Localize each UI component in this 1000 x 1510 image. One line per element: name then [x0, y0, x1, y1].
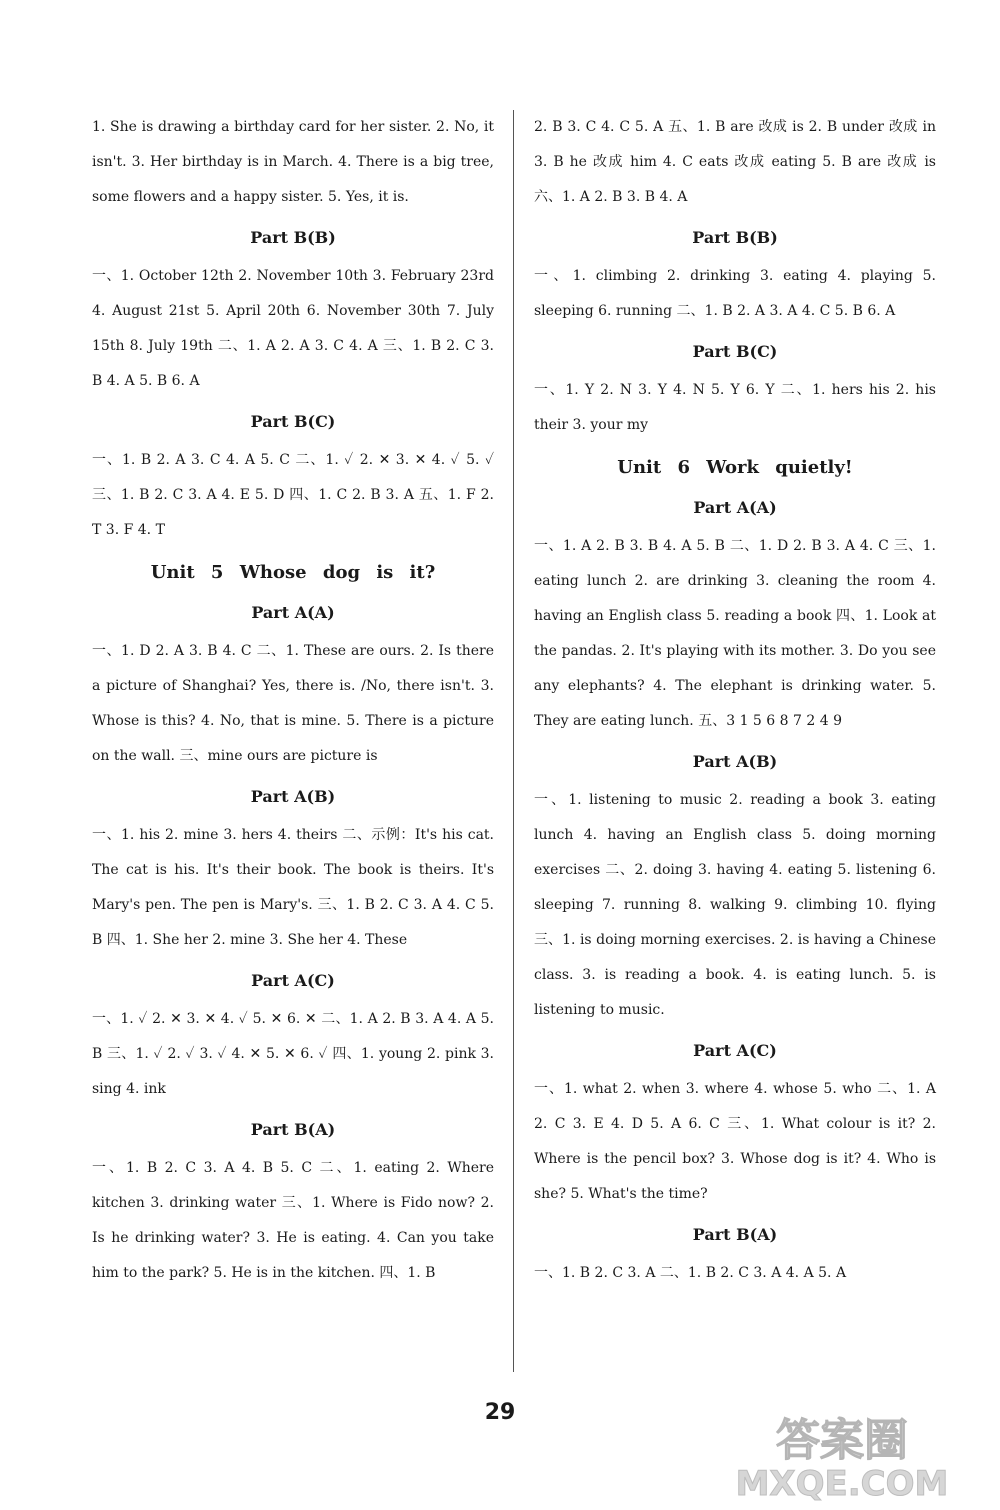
watermark-url: MXQE.COM [735, 1464, 949, 1502]
answer-paragraph: 一、1. D 2. A 3. B 4. C 二、1. These are ours. 2. Is there a picture of Shanghai? Yes, there is. /No, there isn't. 3. Whose is this? 4. No, that is mine. 5. There is a picture on the wall. 三、mine ours are picture is [92, 643, 494, 764]
part-heading: Part A(B) [692, 752, 778, 771]
answer-paragraph: 一、1. what 2. when 3. where 4. whose 5. who 二、1. A 2. C 3. E 4. D 5. A 6. C 三、1. What colour is it? 2. Where is the pencil box? 3. Whose dog is it? 4. Who is she? 5. What's the time? [534, 1081, 936, 1202]
answer-paragraph: 一、1. B 2. C 3. A 4. B 5. C 二、1. eating 2. Where kitchen 3. drinking water 三、1. Where is Fido now? 2. Is he drinking water? 3. He is eating. 4. Can you take him to the park? 5. He is in the kitchen. 四、1. B [92, 1160, 494, 1281]
watermark-logo [692, 1407, 992, 1502]
right-column [534, 110, 936, 1291]
part-heading: Part A(A) [251, 603, 335, 622]
part-heading: Part B(B) [250, 228, 336, 247]
unit-heading: Unit 6 Work quietly! [617, 457, 853, 478]
answer-paragraph: 2. B 3. C 4. C 5. A 五、1. B are 改成 is 2. B under 改成 in 3. B he 改成 him 4. C eats 改成 eating 5. B are 改成 is 六、1. A 2. B 3. B 4. A [534, 119, 936, 205]
answer-paragraph: 一、1. October 12th 2. November 10th 3. February 23rd 4. August 21st 5. April 20th 6. November 30th 7. July 15th 8. July 19th 二、1. A 2. A 3. C 4. A 三、1. B 2. C 3. B 4. A 5. B 6. A [92, 268, 494, 389]
answer-paragraph: 一、1. A 2. B 3. B 4. A 5. B 二、1. D 2. B 3. A 4. C 三、1. eating lunch 2. are drinking 3. cleaning the room 4. having an English class 5. reading a book 四、1. Look at the pandas. 2. It's playing with its mother. 3. Do you see any elephants? 4. The elephant is drinking water. 5. They are eating lunch. 五、3 1 5 6 8 7 2 4 9 [534, 538, 936, 729]
page-number: 29 [484, 1400, 516, 1425]
answer-paragraph: 一、1. Y 2. N 3. Y 4. N 5. Y 6. Y 二、1. hers his 2. his their 3. your my [534, 382, 936, 433]
part-heading: Part B(B) [692, 228, 778, 247]
part-heading: Part A(C) [251, 971, 335, 990]
left-column [92, 110, 494, 1291]
answer-paragraph: 一、1. B 2. C 3. A 二、1. B 2. C 3. A 4. A 5. A [534, 1265, 847, 1281]
watermark-title: 答案圈 [776, 1415, 908, 1466]
answer-paragraph: 一、1. listening to music 2. reading a book 3. eating lunch 4. having an English class 5. doing morning exercises 二、2. doing 3. having 4. eating 5. listening 6. sleeping 7. running 8. walking 9. climbing 10. flying 三、1. is doing morning exercises. 2. is having a Chinese class. 3. is reading a book. 4. is eating lunch. 5. is listening to music. [534, 792, 936, 1018]
part-heading: Part A(A) [693, 498, 777, 517]
column-divider [513, 110, 514, 1372]
answer-paragraph: 一、1. his 2. mine 3. hers 4. theirs 二、示例：It's his cat. The cat is his. It's their book. The book is theirs. It's Mary's pen. The pen is Mary's. 三、1. B 2. C 3. A 4. C 5. B 四、1. She her 2. mine 3. She her 4. These [92, 827, 494, 948]
answer-paragraph: 1. She is drawing a birthday card for her sister. 2. No, it isn't. 3. Her birthday is in March. 4. There is a big tree, some flowers and a happy sister. 5. Yes, it is. [92, 119, 494, 205]
part-heading: Part B(A) [692, 1225, 778, 1244]
answer-paragraph: 一、1. B 2. A 3. C 4. A 5. C 二、1. ✓ 2. ✕ 3. ✕ 4. ✓ 5. ✓ 三、1. B 2. C 3. A 4. E 5. D 四、1. C 2. B 3. A 五、1. F 2. T 3. F 4. T [92, 452, 494, 538]
part-heading: Part A(C) [693, 1041, 777, 1060]
part-heading: Part A(B) [250, 787, 336, 806]
part-heading: Part B(A) [250, 1120, 336, 1139]
answer-paragraph: 一、1. climbing 2. drinking 3. eating 4. playing 5. sleeping 6. running 二、1. B 2. A 3. A 4. C 5. B 6. A [534, 268, 936, 319]
unit-heading: Unit 5 Whose dog is it? [150, 562, 436, 583]
part-heading: Part B(C) [250, 412, 336, 431]
part-heading: Part B(C) [692, 342, 778, 361]
answer-paragraph: 一、1. ✓ 2. ✕ 3. ✕ 4. ✓ 5. ✕ 6. ✕ 二、1. A 2. B 3. A 4. A 5. B 三、1. ✓ 2. ✓ 3. ✓ 4. ✕ 5. ✕ 6. ✓ 四、1. young 2. pink 3. sing 4. ink [92, 1011, 494, 1097]
